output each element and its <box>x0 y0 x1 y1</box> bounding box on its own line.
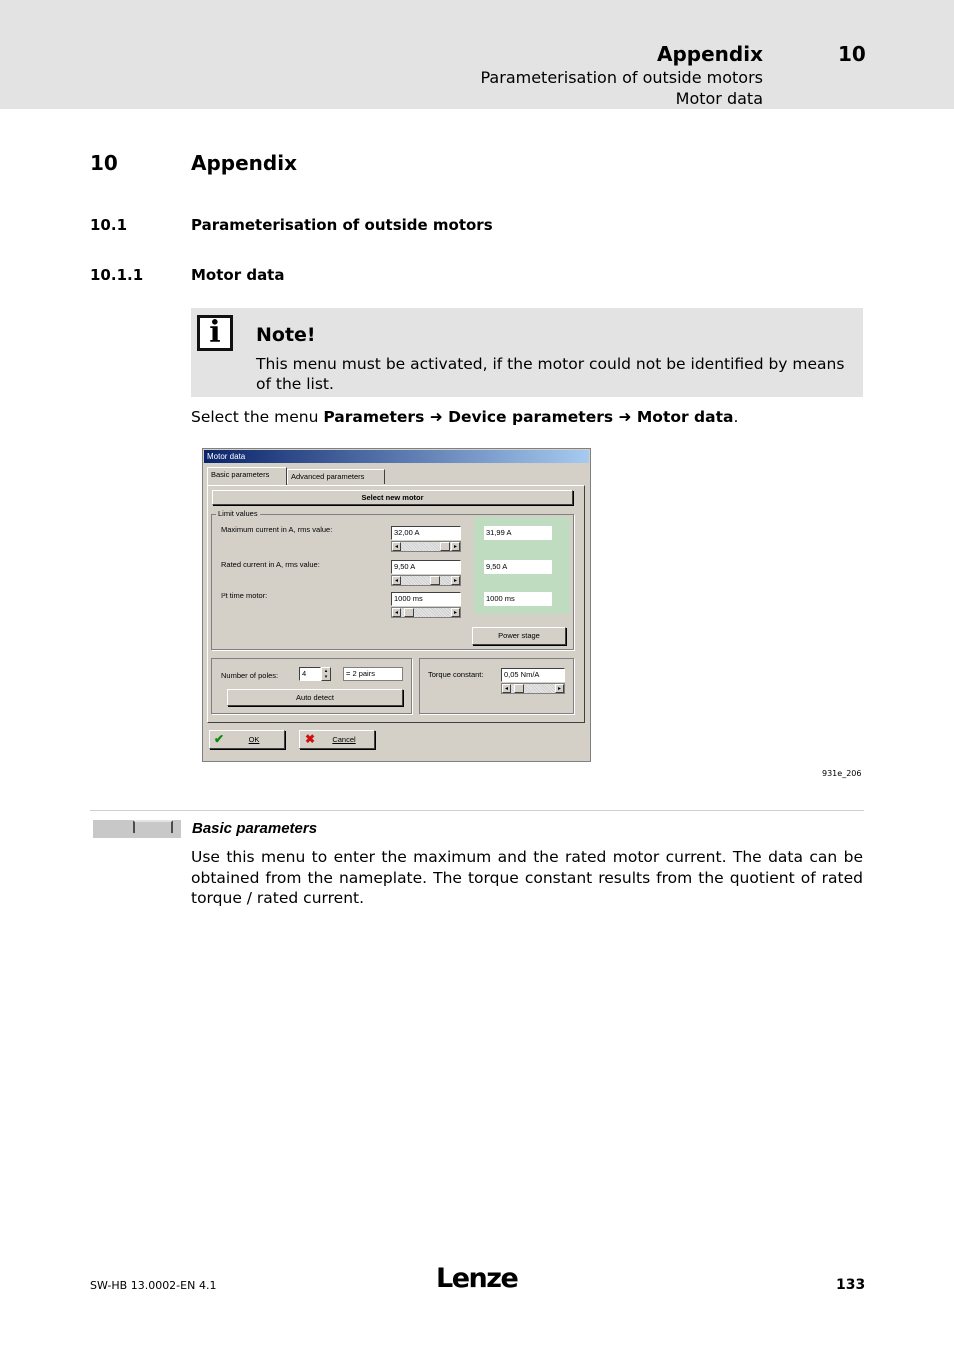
note-text: This menu must be activated, if the motor could not be identified by means of the list. <box>256 355 845 393</box>
power-stage-button[interactable]: Power stage <box>472 627 566 645</box>
slider-thumb[interactable] <box>404 608 414 617</box>
heading-2-number: 10.1 <box>90 216 128 234</box>
max-current-input[interactable]: 32,00 A <box>391 526 461 540</box>
tab-basic-parameters[interactable]: Basic parameters <box>207 467 287 485</box>
rated-current-input[interactable]: 9,50 A <box>391 560 461 574</box>
menu-suffix: . <box>733 408 739 426</box>
motor-data-dialog <box>202 448 591 762</box>
auto-detect-button[interactable]: Auto detect <box>227 689 403 706</box>
cancel-button[interactable] <box>299 730 375 749</box>
slider-thumb[interactable] <box>514 684 524 693</box>
menu-prefix: Select the menu <box>191 408 324 426</box>
scroll-right-icon[interactable]: ▸ <box>451 542 460 551</box>
rated-current-slider[interactable] <box>391 575 461 586</box>
menu-instruction <box>191 408 738 426</box>
lenze-logo: Lenze <box>436 1263 518 1294</box>
section-title: Basic parameters <box>192 820 318 837</box>
cancel-label: Cancel <box>332 735 356 744</box>
header-title: Appendix <box>657 42 763 66</box>
heading-3-number: 10.1.1 <box>90 266 144 284</box>
torque-constant-slider[interactable] <box>501 683 565 694</box>
section-divider <box>90 810 864 811</box>
page-number: 133 <box>836 1277 866 1293</box>
scroll-left-icon[interactable]: ◂ <box>392 576 401 585</box>
page-header <box>0 0 954 109</box>
poles-spinner[interactable]: ▴ ▾ <box>321 667 331 681</box>
ok-button[interactable] <box>209 730 285 749</box>
rated-current-label: Rated current in A, rms value: <box>221 560 320 569</box>
heading-3-text: Motor data <box>191 266 285 284</box>
info-icon: i <box>197 315 233 351</box>
max-current-label: Maximum current in A, rms value: <box>221 525 333 534</box>
i2t-time-slider[interactable] <box>391 607 461 618</box>
ok-label: OK <box>248 735 260 744</box>
header-chapter-number: 10 <box>838 42 866 66</box>
poles-label: Number of poles: <box>221 671 279 680</box>
heading-1-number: 10 <box>90 151 118 175</box>
figure-id: 931e_206 <box>822 769 862 778</box>
menu-arrow-2: ➜ <box>613 408 637 426</box>
slider-thumb[interactable] <box>440 542 450 551</box>
scroll-right-icon[interactable]: ▸ <box>451 576 460 585</box>
menu-item-motor-data: Motor data <box>636 408 734 426</box>
poles-input[interactable]: 4 <box>299 667 321 681</box>
torque-constant-label: Torque constant: <box>428 670 484 679</box>
select-new-motor-button[interactable]: Select new motor <box>212 490 573 505</box>
max-current-actual: 31,99 A <box>484 526 552 540</box>
check-icon: ✔ <box>214 732 225 746</box>
limit-values-label: Limit values <box>218 509 258 518</box>
section-body: Use this menu to enter the maximum and the rated motor current. The data can be obtained from the nameplate. The torque constant results from the quotient of rated torque / rated current. <box>191 848 863 908</box>
max-current-slider[interactable] <box>391 541 461 552</box>
i2t-time-label: I²t time motor: <box>221 591 268 600</box>
heading-1-text: Appendix <box>191 151 297 175</box>
tab-advanced-parameters[interactable]: Advanced parameters <box>287 469 385 484</box>
heading-2-text: Parameterisation of outside motors <box>191 216 493 234</box>
menu-item-parameters: Parameters <box>323 408 425 426</box>
scroll-left-icon[interactable]: ◂ <box>392 542 401 551</box>
dialog-title: Motor data <box>204 450 589 463</box>
scroll-right-icon[interactable]: ▸ <box>555 684 564 693</box>
poles-pairs: = 2 pairs <box>343 667 403 681</box>
i2t-time-input[interactable]: 1000 ms <box>391 592 461 606</box>
footer-doc-number: SW-HB 13.0002-EN <box>90 1279 196 1292</box>
section-tab-icon <box>93 818 181 838</box>
cross-icon: ✖ <box>305 732 316 746</box>
scroll-left-icon[interactable]: ◂ <box>392 608 401 617</box>
i2t-time-actual: 1000 ms <box>484 592 552 606</box>
slider-thumb[interactable] <box>430 576 440 585</box>
header-subtitle-2: Motor data <box>675 89 763 108</box>
header-subtitle-1: Parameterisation of outside motors <box>480 68 763 87</box>
rated-current-actual: 9,50 A <box>484 560 552 574</box>
note-title: Note! <box>256 324 316 346</box>
menu-item-device-parameters: Device parameters <box>448 408 614 426</box>
note-box <box>191 308 863 397</box>
footer-version: 4.1 <box>199 1279 217 1292</box>
tab-panel <box>207 485 585 723</box>
menu-arrow-1: ➜ <box>424 408 449 426</box>
scroll-right-icon[interactable]: ▸ <box>451 608 460 617</box>
scroll-left-icon[interactable]: ◂ <box>502 684 511 693</box>
torque-constant-input[interactable]: 0,05 Nm/A <box>501 668 565 682</box>
